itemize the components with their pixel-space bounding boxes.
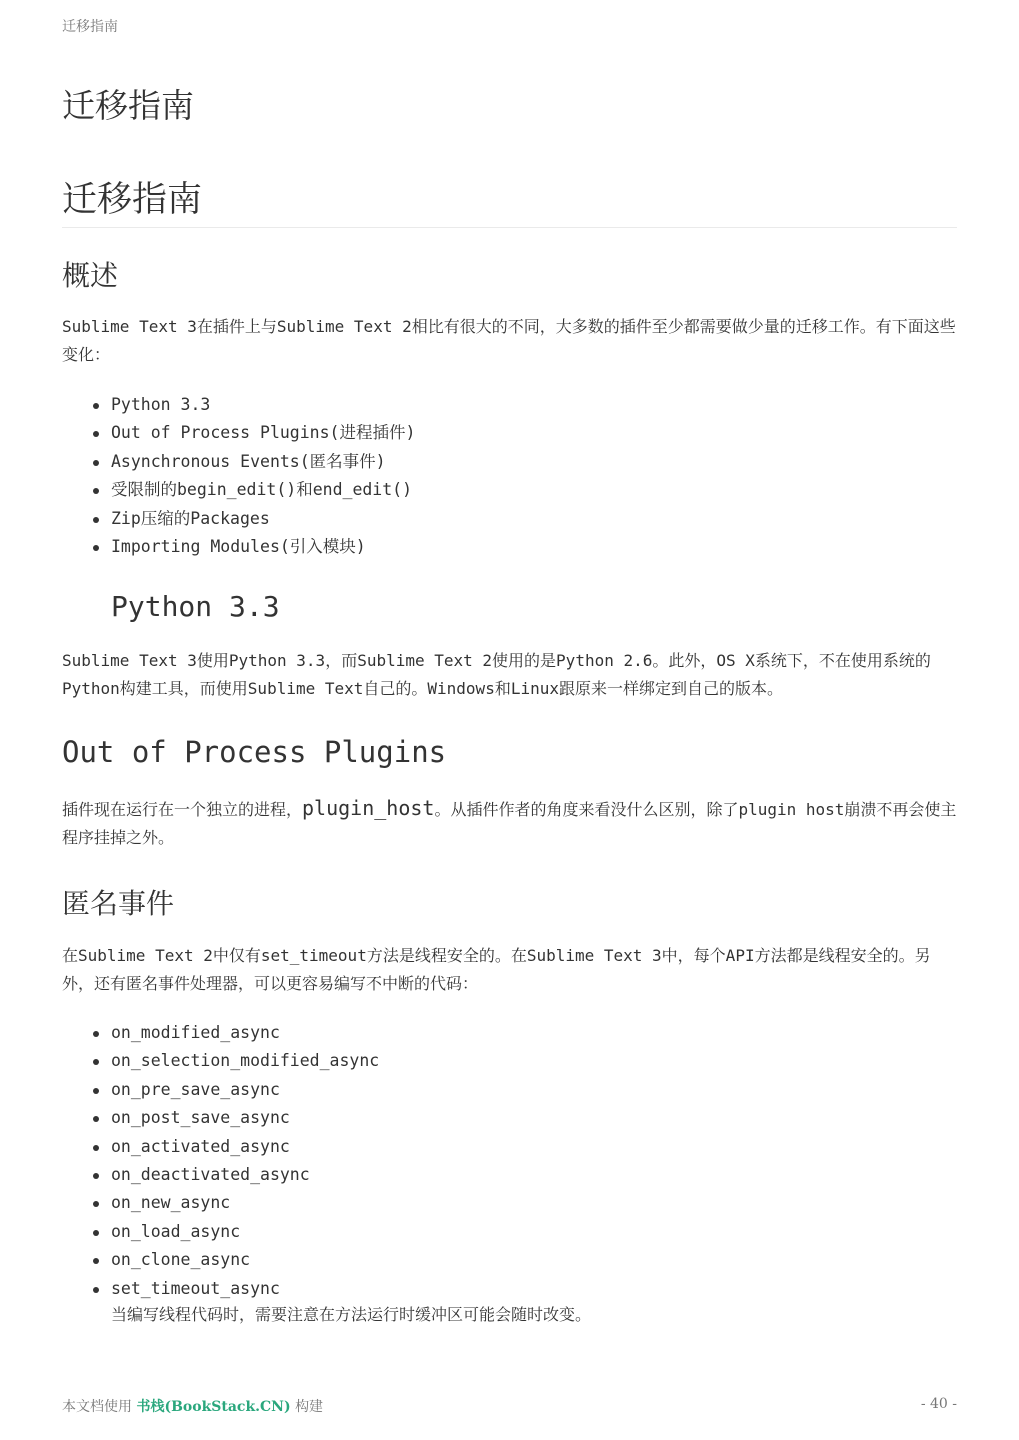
list-item: 受限制的begin_edit()和end_edit() bbox=[111, 476, 415, 504]
paragraph-text: 插件现在运行在一个独立的进程， bbox=[62, 800, 303, 819]
out-of-process-heading: Out of Process Plugins bbox=[62, 735, 447, 769]
list-item: Importing Modules(引入模块) bbox=[111, 533, 415, 561]
list-item: on_modified_async bbox=[111, 1019, 379, 1047]
async-methods-list bbox=[111, 1019, 379, 1303]
book-title: 迁移指南 bbox=[62, 86, 194, 125]
footer-prefix: 本文档使用 bbox=[62, 1399, 132, 1415]
list-item: on_selection_modified_async bbox=[111, 1047, 379, 1075]
python-paragraph: Sublime Text 3使用Python 3.3，而Sublime Text 2使用的是Python 2.6。此外，OS X系统下，不在使用系统的Python构建工具，而使用Sublime Text自己的。Windows和Linux跟原来一样绑定到自己的版本。 bbox=[62, 651, 931, 698]
title-divider bbox=[62, 227, 957, 228]
async-events-paragraph: 在Sublime Text 2中仅有set_timeout方法是线程安全的。在Sublime Text 3中，每个API方法都是线程安全的。另外，还有匿名事件处理器，可以更容易编写不中断的代码： bbox=[62, 946, 931, 993]
overview-paragraph: Sublime Text 3在插件上与Sublime Text 2相比有很大的不同，大多数的插件至少都需要做少量的迁移工作。有下面这些变化： bbox=[62, 317, 956, 364]
list-item: Asynchronous Events(匿名事件) bbox=[111, 448, 415, 476]
list-item: Zip压缩的Packages bbox=[111, 505, 415, 533]
list-item: on_activated_async bbox=[111, 1133, 379, 1161]
chapter-title: 迁移指南 bbox=[62, 180, 203, 220]
brand-link[interactable]: 书栈(BookStack.CN) bbox=[136, 1399, 291, 1415]
list-item: on_new_async bbox=[111, 1189, 379, 1217]
list-item: on_post_save_async bbox=[111, 1104, 379, 1132]
list-item: on_deactivated_async bbox=[111, 1161, 379, 1189]
threading-note: 当编写线程代码时，需要注意在方法运行时缓冲区可能会随时改变。 bbox=[111, 1305, 592, 1324]
overview-heading: 概述 bbox=[62, 259, 119, 292]
running-header: 迁移指南 bbox=[62, 19, 118, 35]
list-item: on_load_async bbox=[111, 1218, 379, 1246]
list-item: on_clone_async bbox=[111, 1246, 379, 1274]
out-of-process-paragraph bbox=[62, 794, 957, 852]
list-item: Python 3.3 bbox=[111, 391, 415, 419]
list-item: Out of Process Plugins(进程插件) bbox=[111, 419, 415, 447]
list-item: on_pre_save_async bbox=[111, 1076, 379, 1104]
inline-code: plugin_host bbox=[302, 796, 435, 820]
async-events-heading: 匿名事件 bbox=[62, 887, 175, 920]
list-item: set_timeout_async bbox=[111, 1275, 379, 1303]
changes-list bbox=[111, 391, 415, 561]
paragraph-text: 。从插件作者的角度来看没什么区别，除了plugin host崩溃不再会使主程序挂掉之外。 bbox=[62, 800, 957, 847]
footer-credit bbox=[62, 1396, 323, 1416]
python-heading: Python 3.3 bbox=[111, 590, 280, 623]
page-number: - 40 - bbox=[920, 1396, 957, 1412]
footer-suffix: 构建 bbox=[295, 1399, 324, 1415]
